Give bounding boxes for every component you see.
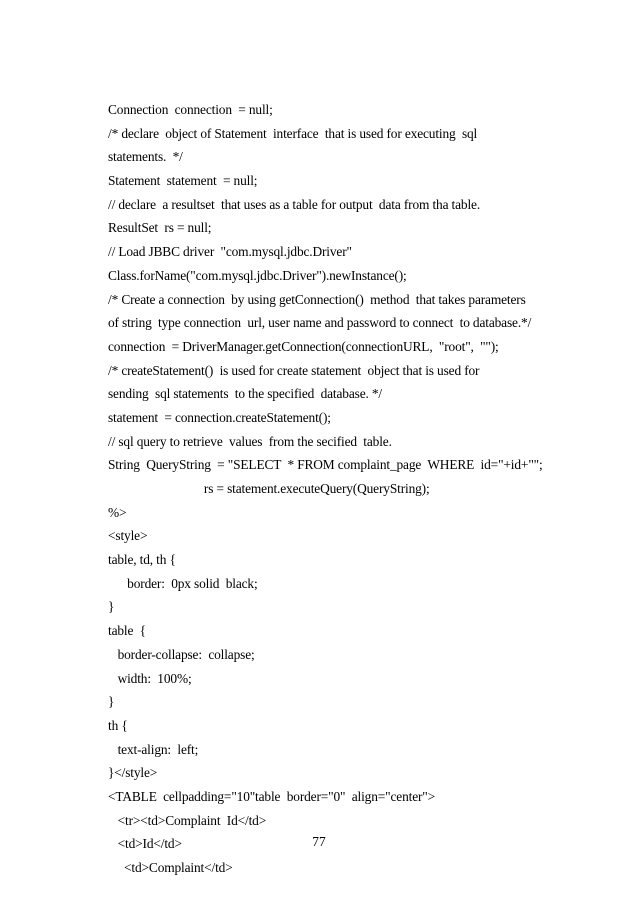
page-number: 77 [312,834,326,849]
code-line: Statement statement = null; [108,173,258,189]
code-line: }</style> [108,765,158,781]
code-line: statements. */ [108,149,183,165]
code-line: // declare a resultset that uses as a table for output data from tha table. [108,196,481,212]
code-line: <td>Complaint</td> [108,860,233,875]
code-line: ResultSet rs = null; [108,220,212,236]
code-line: <tr><td>Complaint Id</td> [108,812,267,828]
code-line: // sql query to retrieve values from the secified table. [108,433,392,449]
code-line: /* declare object of Statement interface that is used for executing sql [108,125,478,141]
code-line: connection = DriverManager.getConnection(connectionURL, "root", ""); [108,338,499,354]
code-line: // Load JBBC driver "com.mysql.jdbc.Driver" [108,244,352,260]
code-line: of string type connection url, user name and password to connect to database.*/ [108,315,532,331]
code-line: statement = connection.createStatement(); [108,409,331,425]
code-line: border: 0px solid black; [108,575,258,591]
code-line: } [108,599,115,615]
code-line: <style> [108,528,148,544]
code-line: border-collapse: collapse; [108,646,255,662]
code-line: /* createStatement() is used for create statement object that is used for [108,362,480,378]
code-line: th { [108,717,128,733]
code-line: /* Create a connection by using getConnection() method that takes parameters [108,291,526,307]
code-line: table { [108,623,146,639]
code-line: sending sql statements to the specified database. */ [108,386,382,402]
code-line: width: 100%; [108,670,192,686]
code-line: Class.forName("com.mysql.jdbc.Driver").newInstance(); [108,267,407,283]
code-line: <td>Id</td> [108,836,182,852]
code-line: %> [108,504,127,520]
code-line: table, td, th { [108,552,176,568]
code-line: rs = statement.executeQuery(QueryString); [108,481,430,496]
code-line: String QueryString = "SELECT * FROM complaint_page WHERE id="+id+""; [108,457,543,473]
code-line: text-align: left; [108,741,199,757]
code-line: } [108,694,115,710]
code-listing [108,98,608,880]
code-line: <TABLE cellpadding="10"table border="0" align="center"> [108,788,436,804]
code-line: Connection connection = null; [108,102,273,117]
